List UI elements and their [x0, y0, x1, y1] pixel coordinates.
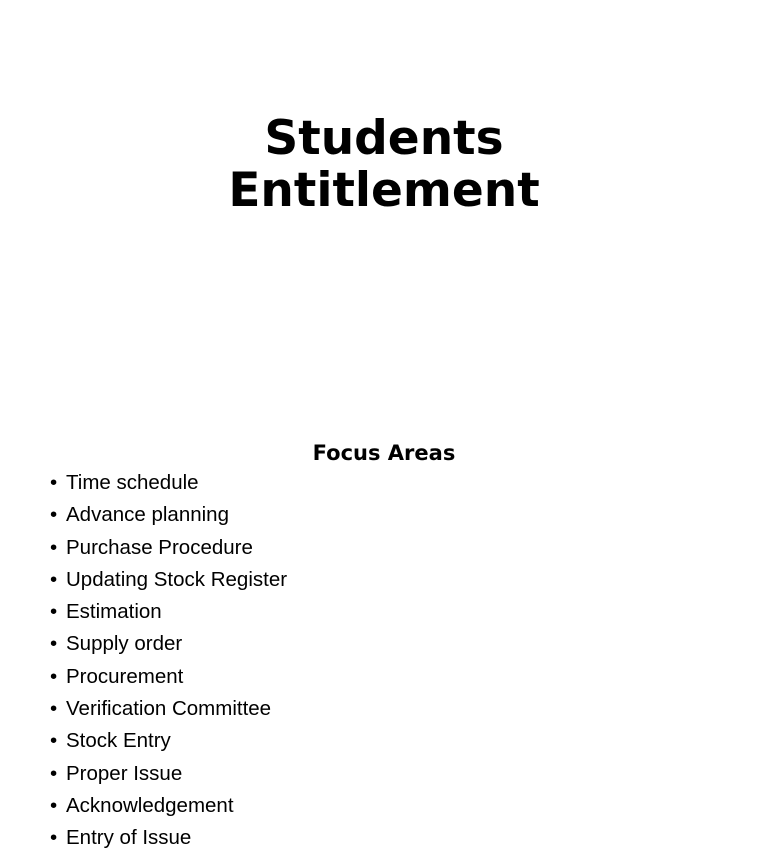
list-item-label: Stock Entry	[66, 729, 171, 753]
focus-areas-list	[50, 467, 287, 855]
bullet-icon: •	[50, 761, 58, 785]
list-item	[50, 499, 287, 531]
bullet-icon: •	[50, 793, 58, 817]
bullet-icon: •	[50, 503, 58, 527]
bullet-icon: •	[50, 729, 58, 753]
list-item	[50, 596, 287, 628]
focus-areas-heading: Focus Areas	[312, 441, 456, 465]
bullet-icon: •	[50, 697, 58, 721]
bullet-icon: •	[50, 535, 58, 559]
list-item-label: Acknowledgement	[66, 793, 234, 817]
list-item-label: Advance planning	[66, 503, 229, 527]
list-item	[50, 725, 287, 757]
list-item	[50, 790, 287, 822]
list-item-label: Verification Committee	[66, 697, 272, 721]
list-item	[50, 758, 287, 790]
list-item-label: Entry of Issue	[66, 826, 192, 850]
list-item	[50, 661, 287, 693]
list-item-label: Estimation	[66, 600, 162, 624]
list-item-label: Supply order	[66, 632, 183, 656]
list-item	[50, 532, 287, 564]
slide-title	[0, 113, 768, 217]
list-item-label: Proper Issue	[66, 761, 183, 785]
list-item-label: Procurement	[66, 664, 184, 688]
list-item-label: Purchase Procedure	[66, 535, 253, 559]
list-item	[50, 822, 287, 854]
bullet-icon: •	[50, 567, 58, 591]
bullet-icon: •	[50, 600, 58, 624]
slide-title-line-2: Entitlement	[228, 163, 540, 218]
list-item	[50, 693, 287, 725]
list-item-label: Time schedule	[66, 471, 199, 494]
bullet-icon: •	[50, 632, 58, 656]
list-item	[50, 467, 287, 499]
list-item-label: Updating Stock Register	[66, 567, 288, 591]
slide-title-line-1: Students	[264, 111, 504, 166]
bullet-icon: •	[50, 471, 58, 494]
list-item	[50, 628, 287, 660]
bullet-icon: •	[50, 826, 58, 850]
list-item	[50, 564, 287, 596]
bullet-icon: •	[50, 664, 58, 688]
